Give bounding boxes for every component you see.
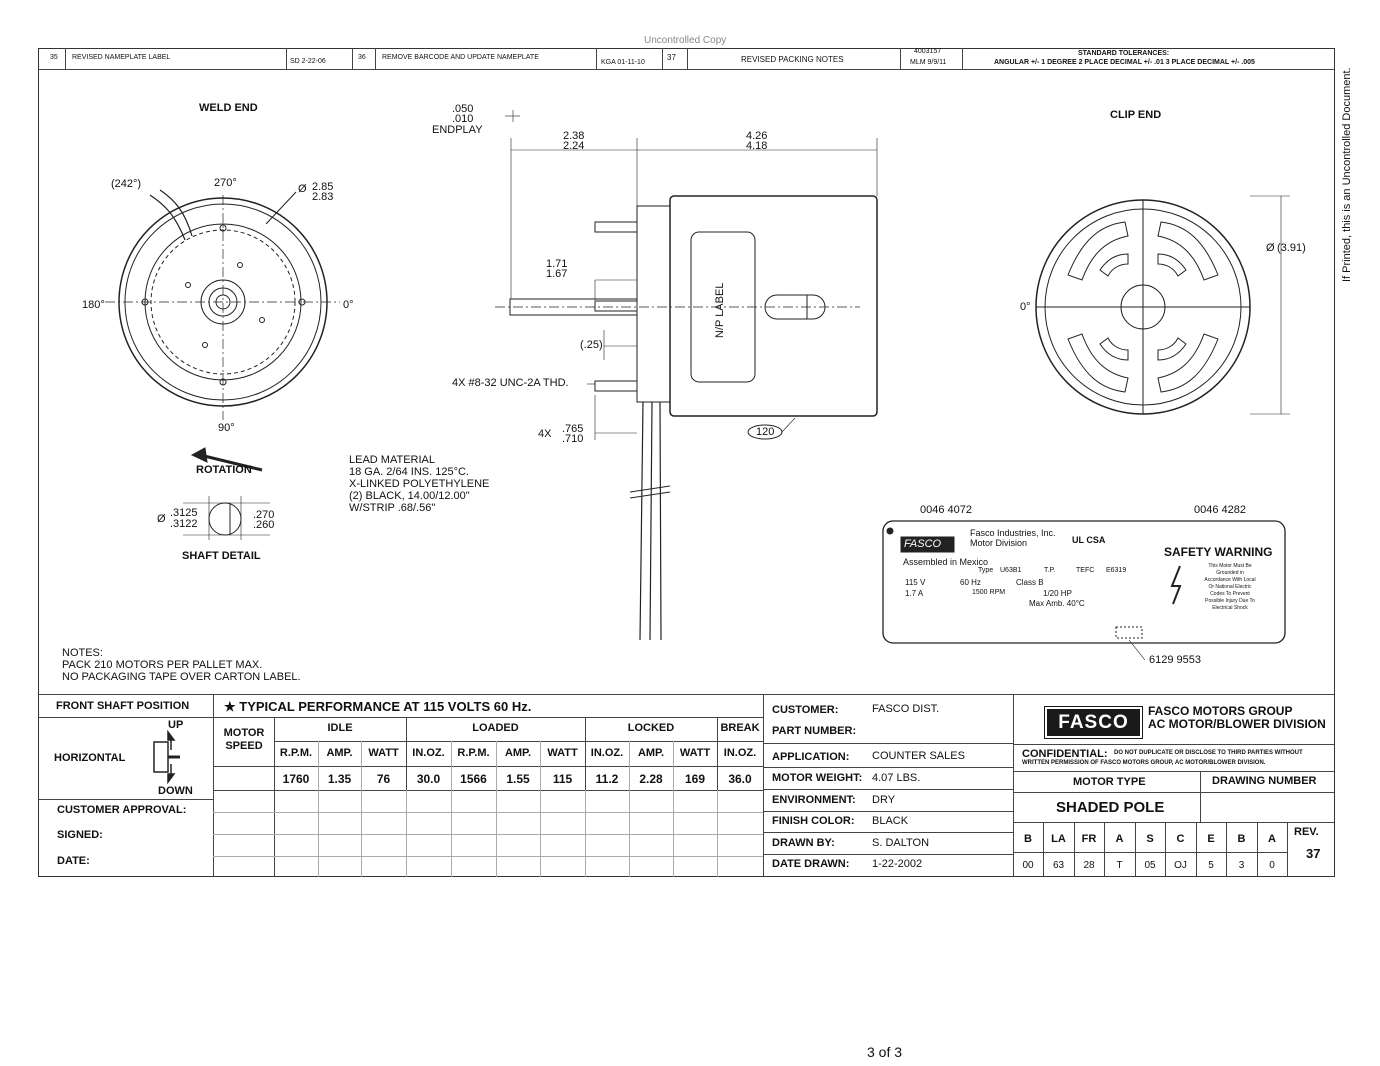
dim-426: 4.26 bbox=[746, 130, 768, 142]
weight-value: 4.07 LBS. bbox=[872, 772, 921, 784]
application-label: APPLICATION: bbox=[772, 751, 850, 763]
code-value-2: 63 bbox=[1052, 860, 1065, 871]
shaft-position-icon bbox=[148, 730, 184, 784]
dim-4x: 4X bbox=[538, 428, 552, 440]
group-break: BREAK bbox=[720, 722, 760, 734]
angle-270: 270° bbox=[214, 177, 237, 189]
code-label-5: S bbox=[1146, 833, 1154, 845]
rev-35-desc: REVISED NAMEPLATE LABEL bbox=[72, 54, 171, 61]
col-locked-watt: WATT bbox=[679, 747, 711, 759]
endplay-label: ENDPLAY bbox=[432, 124, 483, 136]
dim-418: 4.18 bbox=[746, 140, 768, 152]
code-value-3: 28 bbox=[1083, 860, 1095, 871]
code-value-1: 00 bbox=[1022, 860, 1034, 871]
customer-label: CUSTOMER: bbox=[772, 704, 839, 716]
code-label-2: LA bbox=[1051, 833, 1066, 845]
shaft-d1: .3125 bbox=[170, 507, 198, 519]
code-value-4: T bbox=[1116, 860, 1123, 871]
clip-end-title: CLIP END bbox=[1110, 109, 1162, 121]
uncontrolled-copy-label: Uncontrolled Copy bbox=[644, 35, 727, 46]
rev-37-no: 37 bbox=[667, 53, 676, 62]
label-code-left: 0046 4072 bbox=[920, 504, 972, 516]
date-label: DATE: bbox=[57, 855, 90, 867]
front-shaft-title: FRONT SHAFT POSITION bbox=[56, 700, 190, 712]
nameplate-amb: Max Amb. 40°C bbox=[1029, 599, 1085, 608]
shaft-f1: .270 bbox=[253, 509, 275, 521]
dim-171: 1.71 bbox=[546, 258, 568, 270]
fasco-logo-text: FASCO bbox=[1058, 712, 1129, 733]
thread-callout: 4X #8-32 UNC-2A THD. bbox=[452, 377, 569, 389]
col-loaded-rpm: R.P.M. bbox=[457, 747, 490, 759]
nameplate-tp: T.P. bbox=[1044, 567, 1056, 574]
application-value: COUNTER SALES bbox=[872, 750, 965, 762]
shaft-down-label: DOWN bbox=[158, 785, 193, 797]
safety-warning-text: This Motor Must Be Grounded in Accordance With Local Or National Electric Codes To Prevent Possible Injury Due To Electrical Shock bbox=[1204, 563, 1256, 611]
nameplate-type-label: Type bbox=[978, 567, 994, 574]
notes-block bbox=[62, 647, 301, 683]
code-value-9: 0 bbox=[1269, 860, 1275, 871]
nameplate-rpm: 1500 RPM bbox=[972, 589, 1006, 596]
col-idle-rpm: R.P.M. bbox=[279, 747, 313, 759]
dim-25: (.25) bbox=[580, 339, 603, 351]
code-label-9: A bbox=[1268, 833, 1276, 845]
val-loaded-amp: 1.55 bbox=[506, 772, 530, 786]
val-loaded-inoz: 30.0 bbox=[416, 772, 441, 786]
col-locked-inoz: IN.OZ. bbox=[590, 747, 624, 759]
dim-120: 120 bbox=[756, 426, 775, 438]
notes-title: NOTES: bbox=[62, 647, 103, 659]
dim-224: 2.24 bbox=[563, 140, 585, 152]
rev-label: REV. bbox=[1294, 826, 1319, 838]
lead-line-4: (2) BLACK, 14.00/12.00" bbox=[349, 490, 470, 502]
code-label-1: B bbox=[1024, 833, 1032, 845]
rev-value: 37 bbox=[1306, 846, 1321, 861]
nameplate-hz: 60 Hz bbox=[960, 578, 981, 587]
val-locked-amp: 2.28 bbox=[639, 772, 663, 786]
rev-36-by: KGA 01-11-10 bbox=[601, 59, 645, 66]
finish-color-value: BLACK bbox=[872, 815, 909, 827]
lead-line-3: X-LINKED POLYETHYLENE bbox=[349, 478, 490, 490]
shaft-dia-symbol: Ø bbox=[157, 513, 166, 525]
nameplate-cert: UL CSA bbox=[1072, 535, 1106, 545]
nameplate-company: Fasco Industries, Inc. bbox=[970, 528, 1056, 538]
environment-value: DRY bbox=[872, 794, 896, 806]
lead-line-5: W/STRIP .68/.56" bbox=[349, 502, 436, 514]
code-value-8: 3 bbox=[1238, 860, 1245, 871]
part-number-label: PART NUMBER: bbox=[772, 725, 857, 737]
drawn-by-label: DRAWN BY: bbox=[772, 837, 835, 849]
val-break-inoz: 36.0 bbox=[728, 772, 752, 786]
confidential-text-2: WRITTEN PERMISSION OF FASCO MOTORS GROUP, AC MOTOR/BLOWER DIVISION. bbox=[1022, 760, 1266, 766]
col-loaded-amp: AMP. bbox=[504, 747, 532, 759]
drawn-by-value: S. DALTON bbox=[872, 837, 930, 849]
val-loaded-rpm: 1566 bbox=[460, 772, 487, 786]
group-locked: LOCKED bbox=[627, 722, 675, 734]
group-idle: IDLE bbox=[327, 722, 353, 734]
rev-35-no: 35 bbox=[50, 54, 58, 61]
np-label-box bbox=[710, 280, 734, 340]
endplay-1: .050 bbox=[452, 103, 474, 115]
dim-238: 2.38 bbox=[563, 130, 585, 142]
col-break-inoz: IN.OZ. bbox=[723, 747, 757, 759]
page-number: 3 of 3 bbox=[867, 1044, 903, 1060]
clip-dia: (3.91) bbox=[1277, 242, 1306, 254]
horizontal-label: HORIZONTAL bbox=[54, 752, 126, 764]
clip-end-view bbox=[1036, 196, 1290, 414]
label-code-bottom: 6129 9553 bbox=[1149, 654, 1201, 666]
motor-type-label: MOTOR TYPE bbox=[1073, 776, 1146, 788]
fasco-logo bbox=[1045, 707, 1142, 738]
shaft-f2: .260 bbox=[253, 519, 275, 531]
signed-label: SIGNED: bbox=[57, 829, 103, 841]
shaft-up-label: UP bbox=[168, 719, 184, 731]
code-label-3: FR bbox=[1081, 833, 1097, 845]
finish-color-label: FINISH COLOR: bbox=[772, 815, 855, 827]
val-idle-watt: 76 bbox=[376, 772, 391, 786]
date-drawn-value: 1-22-2002 bbox=[872, 858, 923, 870]
drawing-number-label: DRAWING NUMBER bbox=[1212, 775, 1317, 787]
angle-180: 180° bbox=[82, 299, 105, 311]
nameplate-assembled: Assembled in Mexico bbox=[903, 557, 989, 567]
shaft-d2: .3122 bbox=[170, 518, 198, 530]
col-loaded-inoz: IN.OZ. bbox=[412, 747, 445, 759]
val-idle-amp: 1.35 bbox=[327, 772, 352, 786]
customer-approval-label: CUSTOMER APPROVAL: bbox=[57, 804, 187, 816]
angle-242: (242°) bbox=[111, 178, 142, 190]
val-locked-inoz: 11.2 bbox=[595, 772, 619, 786]
lead-line-2: 18 GA. 2/64 INS. 125°C. bbox=[349, 466, 469, 478]
endplay-2: .010 bbox=[452, 113, 474, 125]
nameplate-logo: FASCO bbox=[904, 538, 942, 550]
nameplate-volts: 115 V bbox=[905, 578, 926, 587]
code-label-8: B bbox=[1237, 833, 1246, 845]
nameplate-division: Motor Division bbox=[970, 538, 1028, 548]
motors-group: FASCO MOTORS GROUP bbox=[1148, 704, 1293, 718]
angle-90: 90° bbox=[218, 422, 235, 434]
val-loaded-watt: 115 bbox=[552, 772, 573, 786]
nameplate-file: E6319 bbox=[1106, 567, 1127, 574]
motor-type-value: SHADED POLE bbox=[1056, 799, 1165, 816]
dia-283: 2.83 bbox=[312, 191, 334, 203]
rev-37-by-top: 4003157 bbox=[914, 48, 942, 55]
weight-label: MOTOR WEIGHT: bbox=[772, 772, 863, 784]
code-value-7: 5 bbox=[1208, 860, 1214, 871]
weld-end-title: WELD END bbox=[199, 102, 258, 114]
rev-37-by: MLM 9/9/11 bbox=[910, 59, 947, 66]
code-label-6: C bbox=[1176, 833, 1185, 845]
group-loaded: LOADED bbox=[472, 722, 519, 734]
tolerances-title: STANDARD TOLERANCES: bbox=[1078, 50, 1170, 57]
rev-35-by: SD 2-22-06 bbox=[290, 58, 326, 65]
np-label-text: N/P LABEL bbox=[714, 282, 726, 338]
val-locked-watt: 169 bbox=[684, 772, 706, 786]
dim-765: .765 bbox=[562, 423, 584, 435]
shaft-detail-title: SHAFT DETAIL bbox=[182, 550, 261, 562]
nameplate-type-value: U63B1 bbox=[1000, 567, 1022, 574]
rev-36-desc: REMOVE BARCODE AND UPDATE NAMEPLATE bbox=[382, 54, 539, 61]
col-locked-amp: AMP. bbox=[637, 747, 665, 759]
lead-line-1: LEAD MATERIAL bbox=[349, 454, 435, 466]
dim-167: 1.67 bbox=[546, 268, 568, 280]
nameplate-hp: 1/20 HP bbox=[1043, 589, 1072, 598]
rev-37-desc: REVISED PACKING NOTES bbox=[741, 55, 844, 64]
customer-value: FASCO DIST. bbox=[872, 703, 940, 715]
code-value-5: 05 bbox=[1144, 860, 1156, 871]
col-loaded-watt: WATT bbox=[547, 747, 578, 759]
side-view bbox=[495, 110, 877, 640]
confidential-label: CONFIDENTIAL: bbox=[1022, 748, 1108, 760]
motor-speed-header: MOTOR SPEED bbox=[223, 727, 265, 752]
notes-line-2: NO PACKAGING TAPE OVER CARTON LABEL. bbox=[62, 671, 301, 683]
nameplate-class: Class B bbox=[1016, 578, 1044, 587]
code-label-4: A bbox=[1115, 833, 1124, 845]
clip-angle-0: 0° bbox=[1020, 301, 1031, 313]
clip-dia-symbol: Ø bbox=[1266, 242, 1275, 254]
code-label-7: E bbox=[1207, 833, 1215, 845]
tolerances-line: ANGULAR +/- 1 DEGREE 2 PLACE DECIMAL +/- .01 3 PLACE DECIMAL +/- .005 bbox=[994, 59, 1255, 66]
nameplate-amps: 1.7 A bbox=[905, 589, 924, 598]
notes-line-1: PACK 210 MOTORS PER PALLET MAX. bbox=[62, 659, 263, 671]
performance-title: ★ TYPICAL PERFORMANCE AT 115 VOLTS 60 Hz. bbox=[224, 699, 532, 714]
environment-label: ENVIRONMENT: bbox=[772, 794, 856, 806]
col-idle-watt: WATT bbox=[368, 747, 399, 759]
motors-division: AC MOTOR/BLOWER DIVISION bbox=[1148, 717, 1326, 731]
diameter-symbol: Ø bbox=[298, 183, 307, 195]
lead-material-note bbox=[349, 454, 489, 514]
label-code-right: 0046 4282 bbox=[1194, 504, 1246, 516]
nameplate-tefc: TEFC bbox=[1076, 567, 1095, 574]
col-idle-amp: AMP. bbox=[326, 747, 353, 759]
dim-710: .710 bbox=[562, 433, 584, 445]
confidential-text-1: DO NOT DUPLICATE OR DISCLOSE TO THIRD PARTIES WITHOUT bbox=[1114, 750, 1303, 756]
rotation-label: ROTATION bbox=[196, 464, 252, 476]
rev-36-no: 36 bbox=[358, 54, 366, 61]
date-drawn-label: DATE DRAWN: bbox=[772, 858, 850, 870]
dia-285: 2.85 bbox=[312, 181, 334, 193]
code-value-6: OJ bbox=[1174, 860, 1187, 871]
side-note-text: If Printed, this is an Uncontrolled Document. bbox=[1341, 67, 1353, 282]
safety-warning-title: SAFETY WARNING bbox=[1164, 545, 1273, 559]
angle-0: 0° bbox=[343, 299, 354, 311]
val-idle-rpm: 1760 bbox=[282, 772, 310, 786]
